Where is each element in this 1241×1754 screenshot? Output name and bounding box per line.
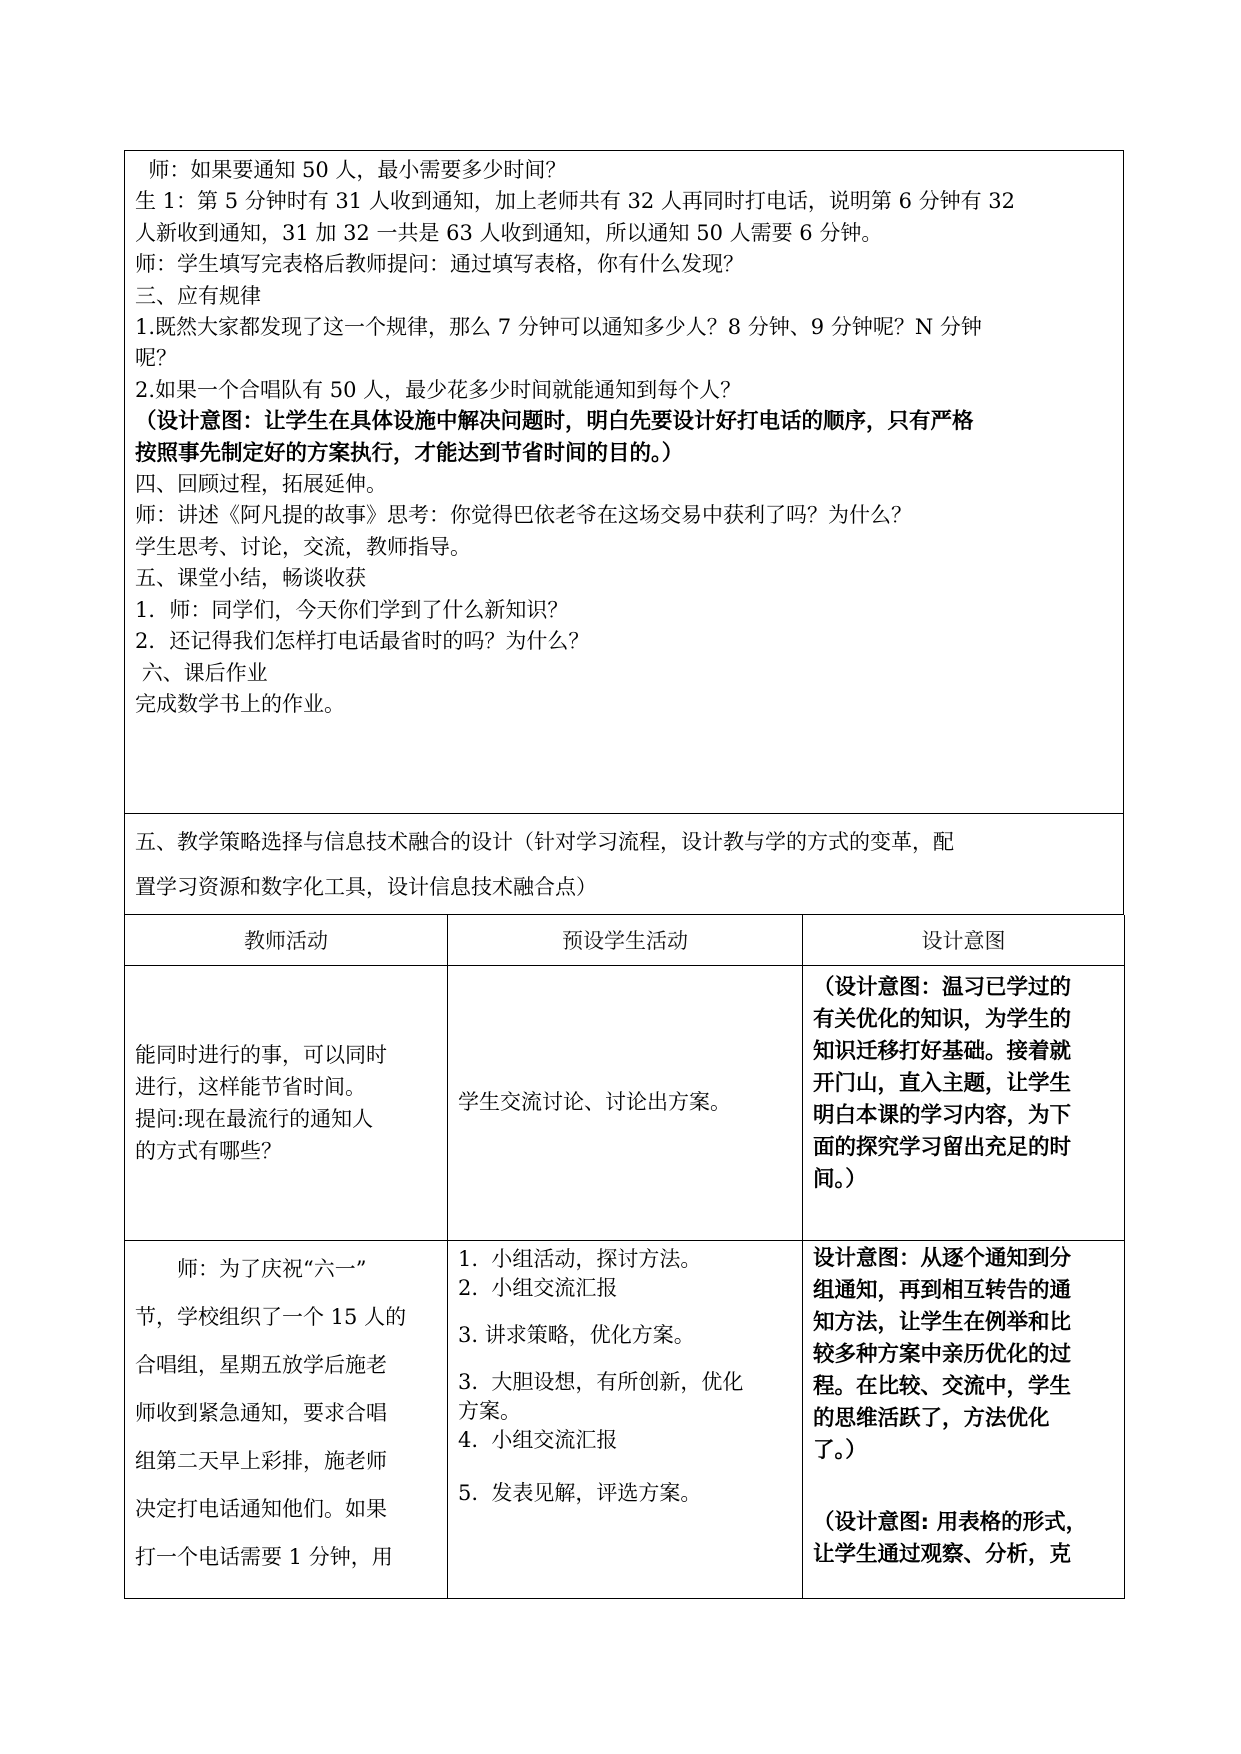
activity-table xyxy=(124,915,1125,1599)
lesson-process-section xyxy=(124,150,1124,814)
text-line: 组第二天早上彩排，施老师 xyxy=(135,1448,387,1473)
text-line: 程。在比较、交流中，学生 xyxy=(813,1373,1072,1399)
text-line: 能同时进行的事，可以同时 xyxy=(135,1042,387,1067)
text-line: 2．还记得我们怎样打电话最省时的吗？为什么？ xyxy=(135,629,590,654)
text-line: 学生交流讨论、讨论出方案。 xyxy=(458,1089,731,1114)
header-teacher-activity: 教师活动 xyxy=(125,915,448,965)
text-line: 1. 小组活动，探讨方法。 xyxy=(458,1246,702,1271)
text-line: 方案。 xyxy=(458,1398,521,1423)
text-line: 让学生通过观察、分析，克 xyxy=(813,1541,1072,1567)
text-line: 打一个电话需要 1 分钟，用 xyxy=(135,1544,393,1569)
text-line: （设计意图：温习已学过的 xyxy=(813,974,1072,1000)
text-line: 5. 发表见解，评选方案。 xyxy=(458,1480,702,1505)
text-line: 决定打电话通知他们。如果 xyxy=(135,1496,387,1521)
text-line: （设计意图: 用表格的形式， xyxy=(813,1509,1088,1535)
text-line: 设计意图：从逐个通知到分 xyxy=(813,1245,1072,1271)
text-line: 知方法，让学生在例举和比 xyxy=(813,1309,1072,1335)
header-design-intent: 设计意图 xyxy=(803,915,1125,965)
text-line: 学生思考、讨论，交流，教师指导。 xyxy=(135,534,471,559)
section-heading: 四、回顾过程，拓展延伸。 xyxy=(135,472,387,497)
text-line: 合唱组，星期五放学后施老 xyxy=(135,1352,387,1377)
text-line: 2.如果一个合唱队有 50 人，最少花多少时间就能通知到每个人？ xyxy=(135,377,742,402)
section-heading: 五、课堂小结，畅谈收获 xyxy=(135,566,366,591)
text-line: 1．师：同学们，今天你们学到了什么新知识？ xyxy=(135,597,569,622)
text-line: 了。） xyxy=(813,1437,867,1463)
header-student-activity: 预设学生活动 xyxy=(448,915,803,965)
student-activity-cell xyxy=(448,965,803,1240)
text-line: 4. 小组交流汇报 xyxy=(458,1427,618,1452)
text-line: 面的探究学习留出充足的时 xyxy=(813,1134,1072,1160)
text-line: 2. 小组交流汇报 xyxy=(458,1275,618,1300)
text-line: 进行，这样能节省时间。 xyxy=(135,1074,366,1099)
text-line: 3. 大胆设想，有所创新，优化 xyxy=(458,1369,744,1394)
text-line: 师：学生填写完表格后教师提问：通过填写表格，你有什么发现？ xyxy=(135,252,744,277)
strategy-section-heading xyxy=(124,814,1124,915)
text-line: 提问:现在最流行的通知人 xyxy=(135,1106,374,1131)
teacher-activity-cell xyxy=(125,1240,448,1598)
document-frame xyxy=(124,150,1124,1599)
section-heading: 六、课后作业 xyxy=(135,660,268,685)
text-line: 师：如果要通知 50 人，最小需要多少时间？ xyxy=(135,158,567,182)
section-heading: 三、应有规律 xyxy=(135,283,261,308)
text-line: 人新收到通知，31 加 32 一共是 63 人收到通知，所以通知 50 人需要 6 分钟。 xyxy=(135,220,883,245)
text-line: 知识迁移打好基础。接着就 xyxy=(813,1038,1072,1064)
text-line: 组通知，再到相互转告的通 xyxy=(813,1277,1072,1303)
text-line: 明白本课的学习内容，为下 xyxy=(813,1102,1072,1128)
table-row xyxy=(125,965,1125,1240)
student-activity-cell xyxy=(448,1240,803,1598)
text-line: 有关优化的知识，为学生的 xyxy=(813,1006,1072,1032)
design-intent-cell xyxy=(803,1240,1125,1598)
text-line: 完成数学书上的作业。 xyxy=(135,691,345,716)
table-header-row xyxy=(125,915,1125,965)
design-intent-text: 按照事先制定好的方案执行，才能达到节省时间的目的。） xyxy=(135,440,684,466)
text-line: 的思维活跃了，方法优化 xyxy=(813,1405,1050,1431)
text-line: 师：讲述《阿凡提的故事》思考：你觉得巴依老爷在这场交易中获利了吗？为什么？ xyxy=(135,503,912,528)
text-line: 置学习资源和数字化工具，设计信息技术融合点） xyxy=(135,875,597,899)
table-row xyxy=(125,1240,1125,1598)
text-line: 间。） xyxy=(813,1166,867,1192)
text-line: 五、教学策略选择与信息技术融合的设计（针对学习流程，设计教与学的方式的变革，配 xyxy=(135,830,954,854)
teacher-activity-cell xyxy=(125,965,448,1240)
text-line: 3. 讲求策略，优化方案。 xyxy=(458,1322,695,1347)
text-line: 开门山，直入主题，让学生 xyxy=(813,1070,1072,1096)
text-line: 的方式有哪些？ xyxy=(135,1138,282,1163)
text-line: 较多种方案中亲历优化的过 xyxy=(813,1341,1072,1367)
text-line: 生 1：第 5 分钟时有 31 人收到通知，加上老师共有 32 人再同时打电话，说明第 6 分钟有 32 xyxy=(135,189,1015,214)
text-line: 师：为了庆祝“六一” xyxy=(135,1256,367,1281)
text-line: 呢？ xyxy=(135,346,177,371)
text-line: 1.既然大家都发现了这一个规律，那么 7 分钟可以通知多少人？8 分钟、9 分钟呢？N 分钟 xyxy=(135,315,982,340)
text-line: 师收到紧急通知，要求合唱 xyxy=(135,1400,387,1425)
text-line: 节，学校组织了一个 15 人的 xyxy=(135,1304,407,1329)
design-intent-text: （设计意图：让学生在具体设施中解决问题时，明白先要设计好打电话的顺序，只有严格 xyxy=(135,409,974,435)
design-intent-cell xyxy=(803,965,1125,1240)
